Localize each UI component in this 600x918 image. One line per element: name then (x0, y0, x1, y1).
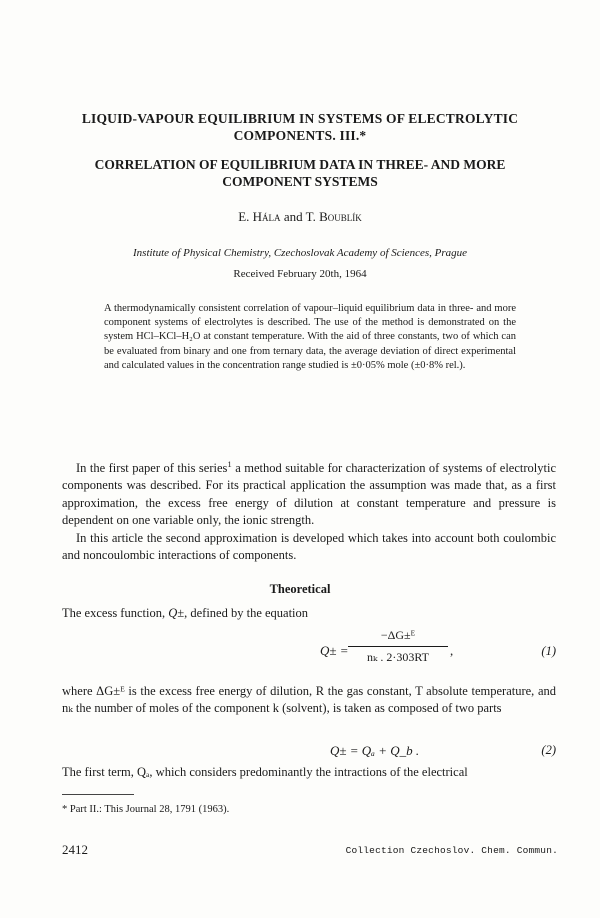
author-1-initial: E. (238, 209, 253, 224)
equation-2-number: (2) (541, 743, 556, 757)
paragraph-3 (62, 605, 556, 622)
author-2-initial: T. (305, 209, 320, 224)
equation-1-lhs: Q± = (320, 643, 349, 658)
journal-name: Collection Czechoslov. Chem. Commun. (345, 845, 558, 856)
equation-1 (320, 628, 460, 676)
equation-1-comma: , (450, 643, 454, 658)
paper-subtitle: CORRELATION OF EQUILIBRIUM DATA IN THREE- AND MORE COMPONENT SYSTEMS (94, 157, 506, 189)
footnote-divider (62, 794, 134, 795)
paragraph-5: The first term, Qₐ, which considers predominantly the intractions of the electrical (62, 765, 468, 779)
equation-2: Q± = Qₐ + Q_b . (330, 743, 420, 758)
paragraph-1 (62, 460, 556, 530)
equation-1-denominator: nₖ . 2·303RT (367, 650, 429, 664)
received-date: Received February 20th, 1964 (233, 268, 367, 280)
authors-and: and (280, 209, 306, 224)
paper-title: LIQUID-VAPOUR EQUILIBRIUM IN SYSTEMS OF ELECTROLYTIC COMPONENTS. III.* (81, 111, 519, 143)
paragraph-4: where ΔG±ᴱ is the excess free energy of dilution, R the gas constant, T absolute temperature, and nₖ the number of moles of the component k (solvent), is taken as composed of two parts (62, 684, 556, 716)
paragraph-1-text-a: In the first paper of this series (76, 461, 228, 475)
authors (0, 209, 600, 225)
reference-1: 1 (227, 458, 232, 469)
equation-1-numerator: −ΔG±ᴱ (348, 628, 448, 647)
equation-1-fraction (348, 628, 448, 665)
section-heading: Theoretical (269, 582, 331, 596)
author-1-name: Hála (252, 209, 281, 224)
page-number: 2412 (62, 842, 88, 857)
paragraph-3-text-a: The excess function, (62, 606, 169, 620)
paragraph-2: In this article the second approximation is developed which takes into account both coulombic and noncoulombic interactions of components. (62, 531, 556, 563)
paragraph-3-text-b: , defined by the equation (184, 606, 309, 620)
author-2-name: Boublík (319, 209, 362, 224)
affiliation: Institute of Physical Chemistry, Czechoslovak Academy of Sciences, Prague (133, 247, 467, 259)
paragraph-1-text-b: a method suitable for characterization of systems of electrolytic components was described. For its practical application the assumption was made that, as a first approximation, the excess free energy of dilution at constant temperature and pressure is dependent on one variable only, the ionic strength. (62, 461, 557, 528)
excess-function-symbol: Q± (168, 606, 185, 620)
equation-1-number: (1) (541, 644, 556, 658)
footnote: * Part II.: This Journal 28, 1791 (1963). (62, 804, 230, 815)
abstract: A thermodynamically consistent correlation of vapour–liquid equilibrium data in three- and more component systems of electrolytes is described. The use of the method is demonstrated on the system HCl–KCl–H₂O at constant temperature. With the aid of three constants, two of which can be evaluated from binary and one from ternary data, the average deviation of direct experimental and calculated values in the concentration range studied is ±0·05% mole (±0·8% rel.). (104, 303, 516, 371)
